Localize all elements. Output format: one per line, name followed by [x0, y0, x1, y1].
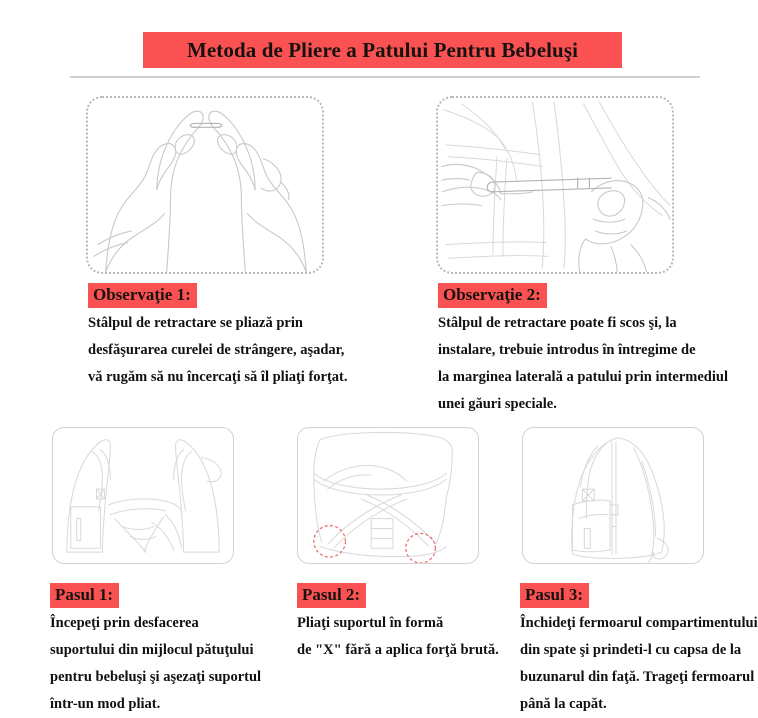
step-3-line: Închideţi fermoarul compartimentului: [520, 615, 758, 631]
step-2-label: Pasul 2:: [297, 583, 366, 608]
step-3-text: [520, 610, 758, 718]
step-2-line: Pliaţi suportul în formă: [297, 615, 444, 631]
step-3-illustration: [522, 427, 704, 564]
page-title: Metoda de Pliere a Patului Pentru Bebeluşi: [186, 37, 579, 62]
step-3-block: [520, 583, 758, 718]
step-1-block: [50, 583, 300, 718]
header-divider: [70, 76, 700, 78]
step-3-line: din spate şi prindeti-l cu capsa de la: [520, 642, 742, 658]
step-3-label: Pasul 3:: [520, 583, 589, 608]
step-1-text: [50, 610, 300, 718]
observation-1-line: Stâlpul de retractare se pliază prin: [88, 315, 303, 331]
step-2-illustration: [297, 427, 479, 564]
observation-2-illustration: [436, 96, 674, 274]
step-3-line: buzunarul din faţă. Trageţi fermoarul: [520, 669, 755, 685]
observation-1-line: vă rugăm să nu încercaţi să îl pliaţi forţat.: [88, 369, 348, 385]
observation-2-line: instalare, trebuie introdus în întregime de: [438, 342, 696, 358]
header: [0, 0, 758, 90]
observation-2-text: [438, 310, 758, 418]
step-2-text: [297, 610, 529, 664]
step-2-line: de "X" fără a aplica forţă brută.: [297, 642, 499, 658]
step-3-line: până la capăt.: [520, 696, 607, 712]
step-1-illustration: [52, 427, 234, 564]
observation-2-line: Stâlpul de retractare poate fi scos şi, la: [438, 315, 677, 331]
step-2-block: [297, 583, 529, 664]
observation-2-line: unei găuri speciale.: [438, 396, 557, 412]
step-1-line: pentru bebeluşi şi aşezaţi suportul: [50, 669, 262, 685]
observation-2-line: la marginea laterală a patului prin intermediul: [438, 369, 728, 385]
observation-1-line: desfăşurarea curelei de strângere, aşadar,: [88, 342, 345, 358]
observation-2-label: Observaţie 2:: [438, 283, 547, 308]
step-1-line: Începeţi prin desfacerea: [50, 615, 199, 631]
observation-1-illustration: [86, 96, 324, 274]
observation-2-block: [438, 283, 758, 418]
page-title-banner: [143, 32, 622, 68]
step-1-label: Pasul 1:: [50, 583, 119, 608]
observation-1-text: [88, 310, 408, 391]
observation-1-label: Observaţie 1:: [88, 283, 197, 308]
step-1-line: într-un mod pliat.: [50, 696, 161, 712]
step-1-line: suportului din mijlocul pătuţului: [50, 642, 254, 658]
observation-1-block: [88, 283, 408, 391]
